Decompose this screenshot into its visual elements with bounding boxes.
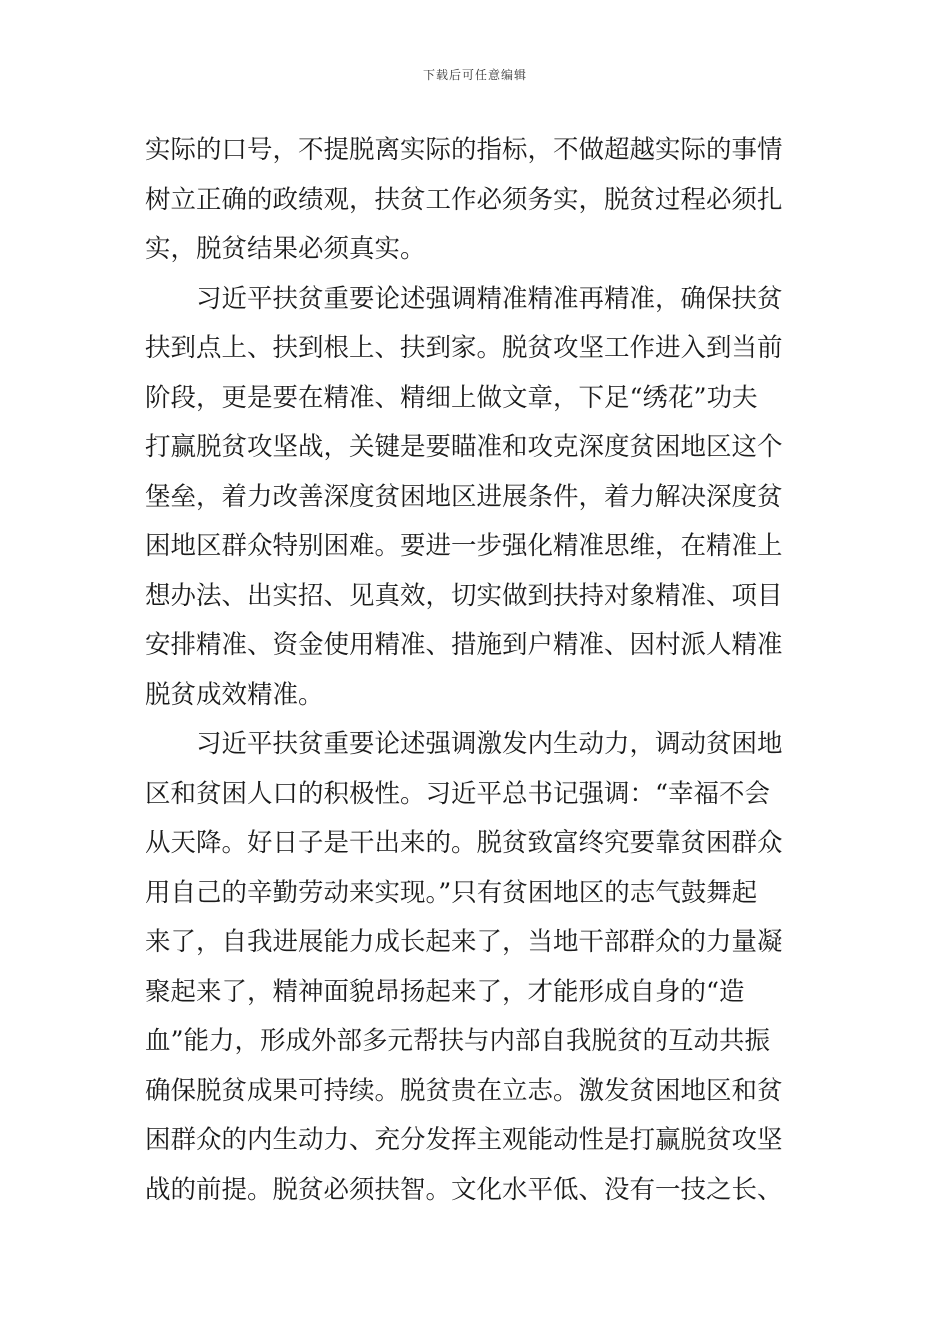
text-line: 来了，自我进展能力成长起来了，当地干部群众的力量凝 [145,927,783,957]
text-line: 打赢脱贫攻坚战，关键是要瞄准和攻克深度贫困地区这个 [145,432,783,462]
text-line: 区和贫困人口的积极性。习近平总书记强调：“幸福不会 [145,778,771,809]
text-line: 扶到点上、扶到根上、扶到家。脱贫攻坚工作进入到当前 [145,333,783,363]
text-line: 困群众的内生动力、充分发挥主观能动性是打赢脱贫攻坚 [145,1125,783,1155]
text-line: 脱贫成效精准。 [145,679,324,710]
text-line: 用自己的辛勤劳动来实现。”只有贫困地区的志气鼓舞起 [145,877,758,908]
text-line: 习近平扶贫重要论述强调激发内生动力，调动贫困地 [145,729,783,759]
text-line: 战的前提。脱贫必须扶智。文化水平低、没有一技之长、 [145,1174,783,1205]
document-body [145,126,810,1215]
text-line: 确保脱贫成果可持续。脱贫贵在立志。激发贫困地区和贫 [145,1075,783,1106]
text-line: 聚起来了，精神面貌昂扬起来了，才能形成自身的“造 [145,976,745,1007]
text-line: 实际的口号，不提脱离实际的指标，不做超越实际的事情 [145,135,783,165]
text-line: 树立正确的政绩观，扶贫工作必须务实，脱贫过程必须扎 [145,184,783,215]
text-line: 实，脱贫结果必须真实。 [145,234,426,264]
text-line: 阶段，更是要在精准、精细上做文章，下足“绣花”功夫 [145,382,758,413]
text-line: 想办法、出实招、见真效，切实做到扶持对象精准、项目 [145,580,783,611]
text-line: 血”能力，形成外部多元帮扶与内部自我脱贫的互动共振 [145,1026,771,1056]
text-line: 困地区群众特别困难。要进一步强化精准思维，在精准上 [145,531,783,561]
page-header: 下载后可任意编辑 [422,68,527,82]
text-line: 安排精准、资金使用精准、措施到户精准、因村派人精准 [145,630,783,660]
text-line: 从天降。好日子是干出来的。脱贫致富终究要靠贫困群众 [145,828,783,858]
text-line: 堡垒，着力改善深度贫困地区进展条件，着力解决深度贫 [145,481,783,512]
text-line: 习近平扶贫重要论述强调精准精准再精准，确保扶贫 [145,283,783,314]
